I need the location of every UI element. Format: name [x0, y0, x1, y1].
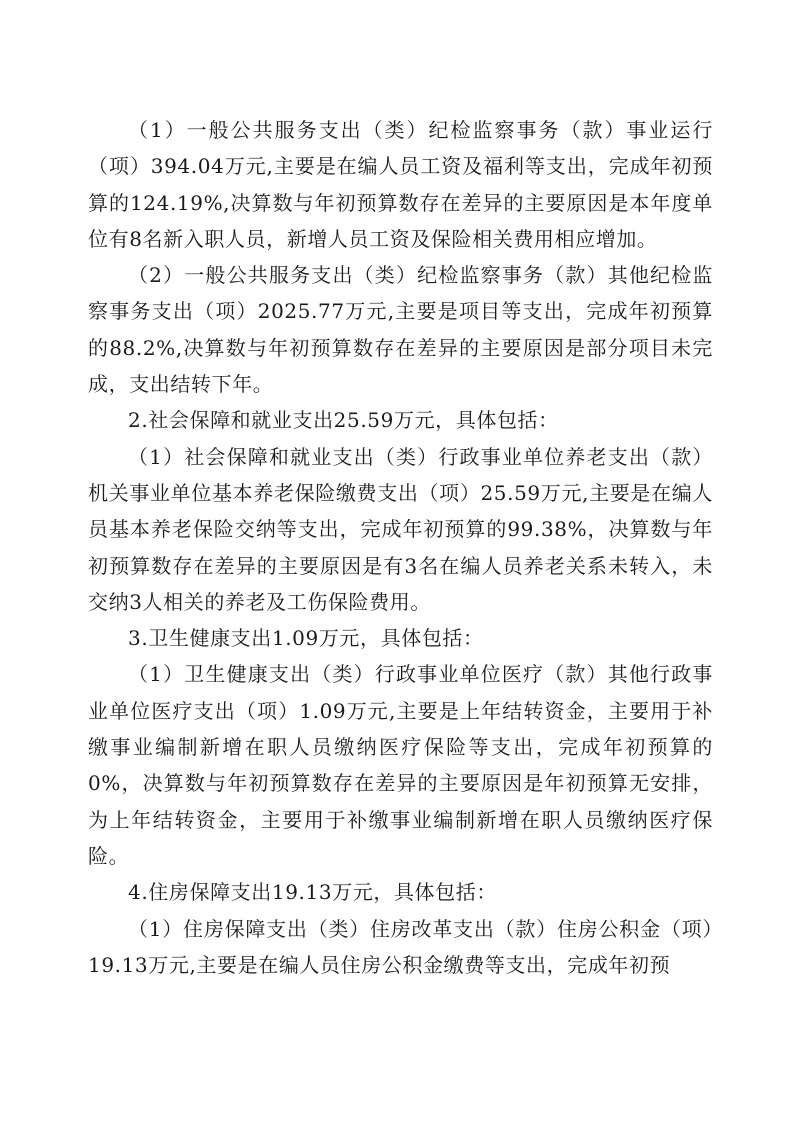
heading-housing: 4.住房保障支出19.13万元，具体包括：: [128, 880, 497, 905]
paragraph-general-public-operation: （1）一般公共服务支出（类）纪检监察事务（款）事业运行（项）394.04万元,主要是在编人员工资及福利等支出，完成年初预算的124.19%,决算数与年初预算数存在差异的主要原因是本年度单位有8名新入职人员，新增人员工资及保险相关费用相应增加。: [88, 118, 713, 251]
document-page: [88, 112, 713, 983]
paragraph-health-medical: （1）卫生健康支出（类）行政事业单位医疗（款）其他行政事业单位医疗支出（项）1.09万元,主要是上年结转资金，主要用于补缴事业编制新增在职人员缴纳医疗保险等支出，完成年初预算的0%，决算数与年初预算数存在差异的主要原因是年初预算无安排，为上年结转资金，主要用于补缴事业编制新增在职人员缴纳医疗保险。: [88, 662, 713, 868]
paragraph-social-security-pension: （1）社会保障和就业支出（类）行政事业单位养老支出（款）机关事业单位基本养老保险缴费支出（项）25.59万元,主要是在编人员基本养老保险交纳等支出，完成年初预算的99.38%，决算数与年初预算数存在差异的主要原因是有3名在编人员养老关系未转入，未交纳3人相关的养老及工伤保险费用。: [88, 444, 713, 614]
paragraph-housing-fund: （1）住房保障支出（类）住房改革支出（款）住房公积金（项）19.13万元,主要是在编人员住房公积金缴费等支出，完成年初预: [88, 916, 713, 977]
heading-health: 3.卫生健康支出1.09万元，具体包括：: [128, 626, 484, 651]
paragraph-general-public-other: （2）一般公共服务支出（类）纪检监察事务（款）其他纪检监察事务支出（项）2025.77万元,主要是项目等支出，完成年初预算的88.2%,决算数与年初预算数存在差异的主要原因是部分项目未完成，支出结转下年。: [88, 263, 713, 397]
heading-social-security: 2.社会保障和就业支出25.59万元，具体包括：: [128, 408, 559, 433]
